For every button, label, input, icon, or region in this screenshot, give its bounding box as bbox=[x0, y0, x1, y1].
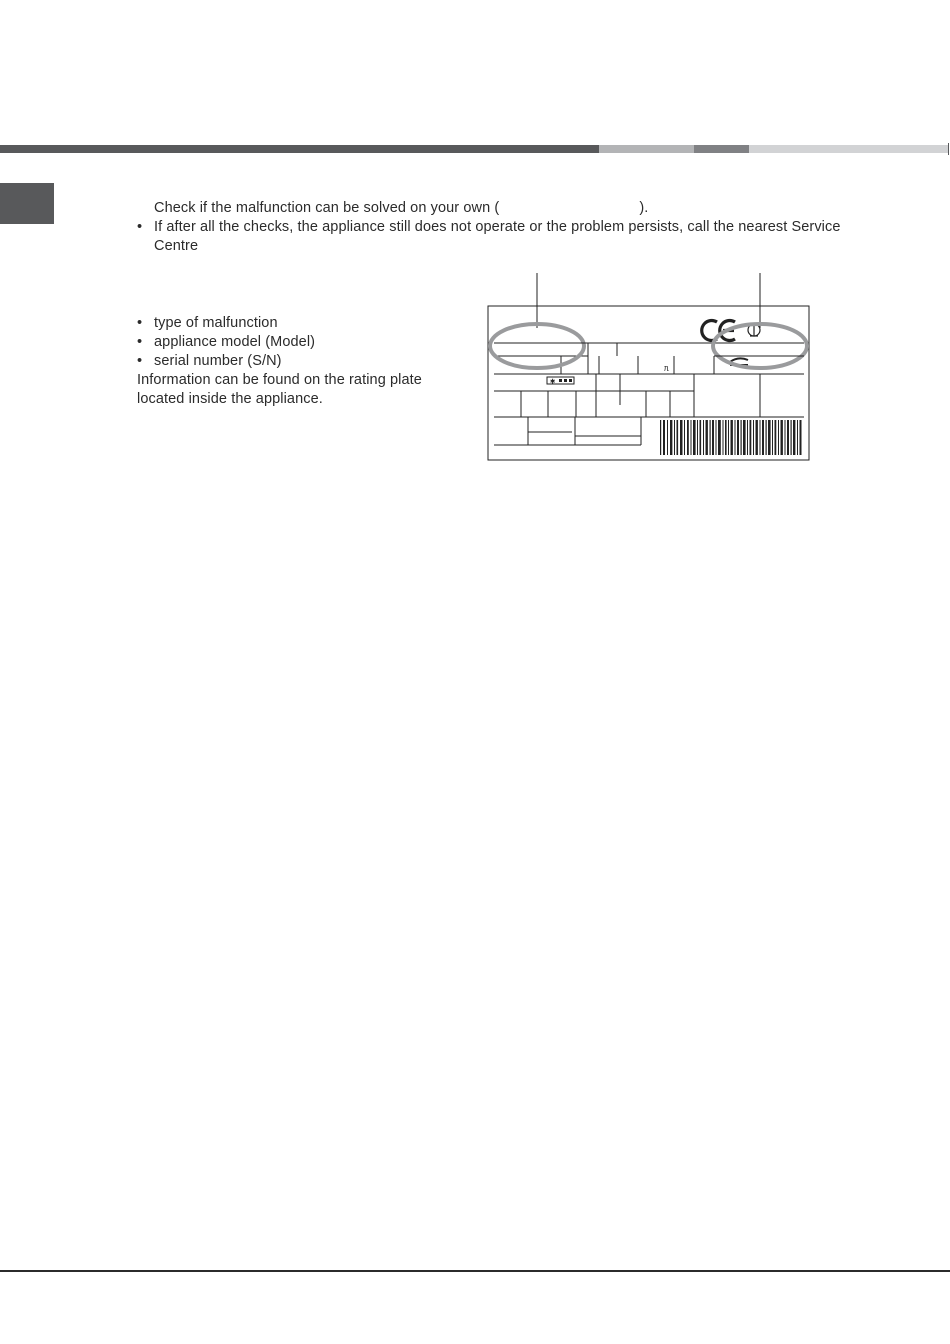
service-centre-text: If after all the checks, the appliance still does not operate or the problem persists, call the nearest Service bbox=[154, 219, 841, 235]
footer-rule bbox=[0, 1270, 950, 1272]
bullet-dot: • bbox=[137, 219, 143, 235]
rating-plate-info-line-1: Information can be found on the rating plate bbox=[137, 372, 422, 388]
star-icon: ✱ bbox=[550, 377, 556, 386]
service-centre-text-continued: Centre bbox=[154, 238, 199, 254]
star-squares-icon bbox=[559, 379, 572, 382]
language-side-tab bbox=[0, 183, 54, 224]
header-bar-end-tick bbox=[948, 143, 949, 155]
bullet-dot: • bbox=[137, 315, 143, 331]
bullet-dot: • bbox=[137, 334, 143, 350]
rating-plate-info-line-2: located inside the appliance. bbox=[137, 391, 323, 407]
list-item: • type of malfunction bbox=[137, 315, 278, 331]
header-bar-dark bbox=[0, 145, 599, 153]
header-bar-light bbox=[599, 145, 694, 153]
barcode-icon bbox=[660, 420, 802, 455]
plug-icon: ᥰ bbox=[664, 364, 670, 374]
rating-plate-diagram bbox=[486, 270, 812, 465]
rating-plate-border bbox=[488, 306, 809, 460]
bullet-dot: • bbox=[137, 353, 143, 369]
list-item: • serial number (S/N) bbox=[137, 353, 282, 369]
header-bar-mid bbox=[694, 145, 749, 153]
header-bar-pale bbox=[749, 145, 949, 153]
service-centre-bullet bbox=[137, 218, 894, 237]
model-highlight-oval bbox=[490, 324, 584, 368]
check-yourself-line: Check if the malfunction can be solved on your own ( ). bbox=[154, 200, 649, 216]
list-item: • appliance model (Model) bbox=[137, 334, 316, 350]
